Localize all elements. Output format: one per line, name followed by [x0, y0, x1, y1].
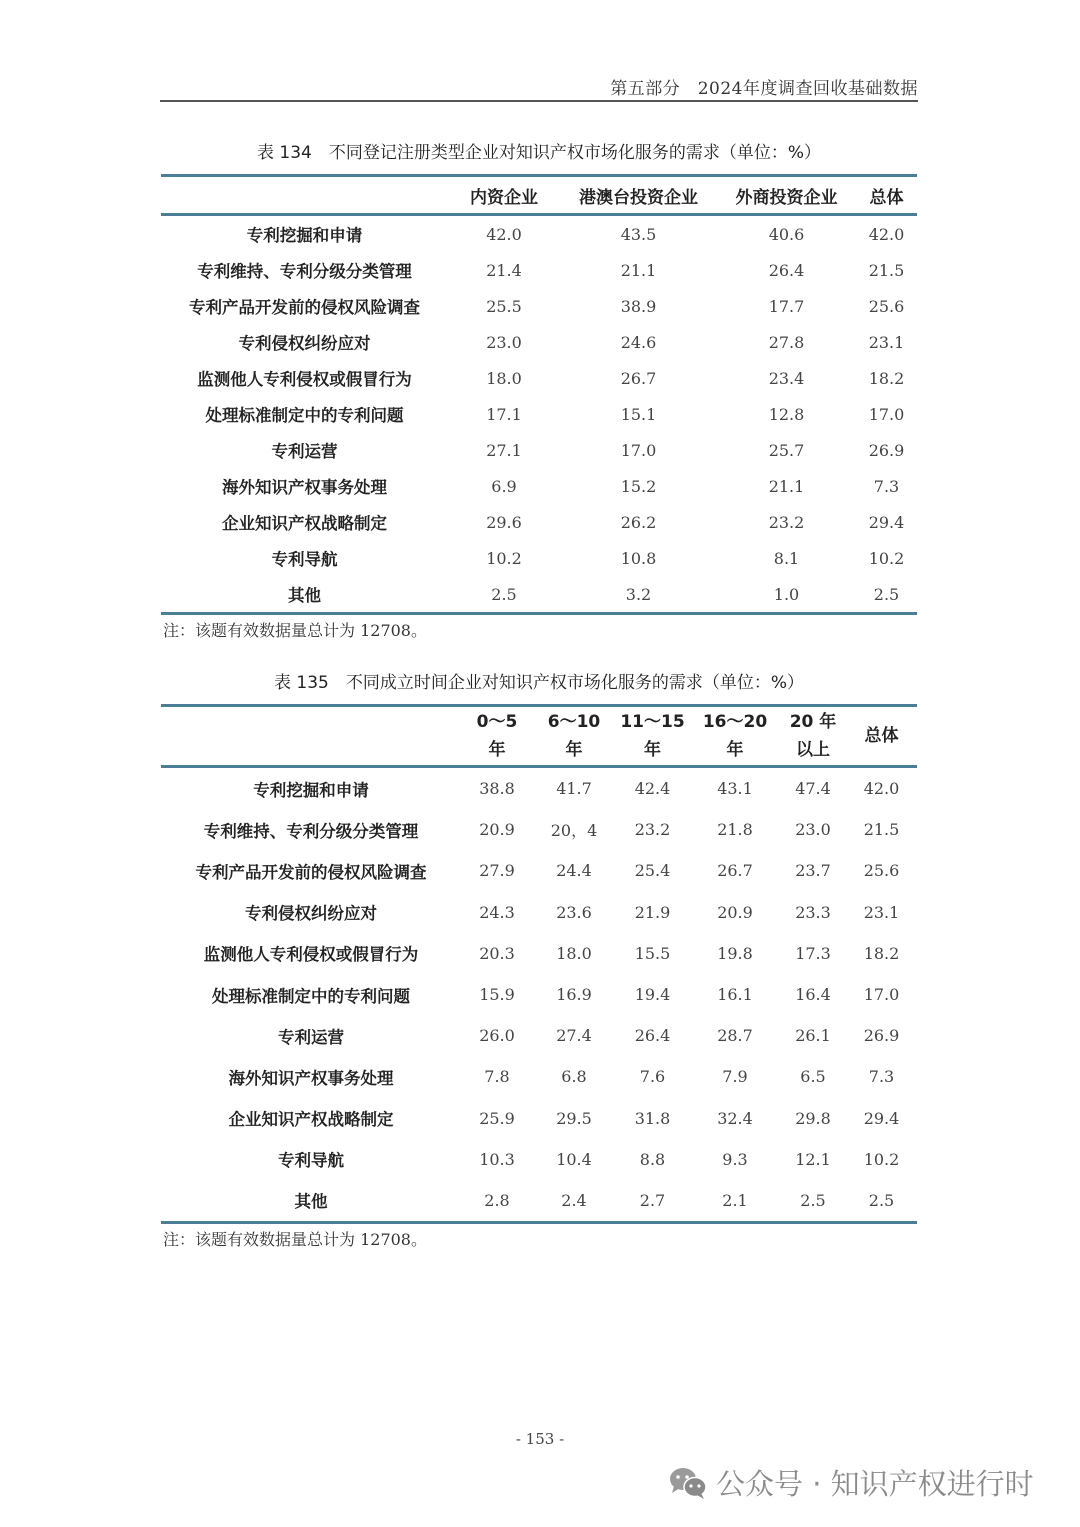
- table-row: [161, 432, 917, 468]
- row-label: 企业知识产权战略制定: [222, 514, 387, 533]
- cell: 23.0: [486, 332, 522, 352]
- table-row: [161, 892, 917, 933]
- column-header-6-10-years: 6～10 年: [547, 712, 601, 760]
- column-header: [161, 176, 448, 215]
- cell: 21.4: [486, 260, 522, 280]
- cell: 42.4: [634, 779, 671, 799]
- row-label: 专利产品开发前的侵权风险调查: [189, 298, 420, 317]
- table-row: [161, 540, 917, 576]
- cell: 3.2: [625, 584, 652, 604]
- cell: 20，4: [550, 821, 598, 841]
- row-label: 处理标准制定中的专利问题: [212, 986, 410, 1006]
- cell: 42.0: [863, 779, 900, 799]
- cell: 18.2: [863, 943, 900, 963]
- cell: 2.5: [868, 1190, 895, 1210]
- column-header-total: 总体: [864, 726, 899, 746]
- cell: 32.4: [717, 1108, 753, 1128]
- table-row: [161, 576, 917, 614]
- table-header-row: [161, 706, 917, 767]
- table-row: [161, 504, 917, 540]
- cell: 20.3: [479, 943, 515, 963]
- cell: 27.1: [486, 440, 522, 460]
- table-row: [161, 809, 917, 850]
- table-row: [161, 396, 917, 432]
- cell: 26.4: [634, 1026, 671, 1046]
- cell: 21.1: [768, 476, 805, 496]
- cell: 17.7: [768, 296, 805, 316]
- cell: 2.5: [800, 1190, 826, 1210]
- cell: 8.8: [639, 1149, 666, 1169]
- row-label: 海外知识产权事务处理: [222, 478, 387, 497]
- cell: 17.3: [795, 943, 831, 963]
- cell: 29.4: [868, 512, 905, 532]
- cell: 10.2: [486, 548, 522, 568]
- cell: 12.8: [768, 404, 805, 424]
- column-header: 港澳台投资企业: [579, 187, 698, 208]
- header-divider: [160, 100, 918, 102]
- cell: 17.1: [486, 404, 522, 424]
- cell: 2.8: [484, 1190, 510, 1210]
- watermark-text: 公众号 · 知识产权进行时: [716, 1467, 1034, 1501]
- cell: 16.9: [556, 985, 592, 1005]
- cell: 29.8: [795, 1108, 831, 1128]
- cell: 26.4: [768, 260, 805, 280]
- cell: 23.2: [768, 512, 805, 532]
- table-135-caption: 表 135 不同成立时间企业对知识产权市场化服务的需求（单位：%）: [273, 673, 804, 693]
- cell: 24.4: [556, 861, 592, 881]
- table-row: [161, 288, 917, 324]
- cell: 20.9: [479, 820, 515, 840]
- cell: 21.1: [620, 260, 657, 280]
- cell: 10.4: [556, 1149, 592, 1169]
- cell: 27.8: [768, 332, 805, 352]
- column-header-11-15-years: 11～15 年: [620, 712, 685, 760]
- table-row: [161, 974, 917, 1015]
- cell: 23.7: [795, 861, 831, 881]
- cell: 18.0: [486, 368, 522, 388]
- table-row: [161, 215, 917, 253]
- row-label: 其他: [294, 1192, 328, 1212]
- cell: 2.4: [561, 1190, 587, 1210]
- column-header: [161, 706, 461, 767]
- cell: 16.4: [795, 985, 831, 1005]
- column-header: 外商投资企业: [735, 187, 838, 208]
- table-row: [161, 1015, 917, 1056]
- cell: 8.1: [773, 548, 800, 568]
- cell: 1.0: [773, 584, 800, 604]
- cell: 7.3: [873, 476, 900, 496]
- cell: 6.5: [800, 1067, 826, 1087]
- cell: 10.2: [868, 548, 905, 568]
- table-row: [161, 252, 917, 288]
- column-header-16-20-years: 16～20 年: [702, 712, 768, 760]
- cell: 25.6: [868, 296, 905, 316]
- row-label: 海外知识产权事务处理: [228, 1068, 394, 1088]
- cell: 7.3: [868, 1067, 895, 1087]
- cell: 41.7: [556, 779, 592, 799]
- running-header: 第五部分 2024年度调查回收基础数据: [610, 79, 918, 99]
- cell: 23.4: [768, 368, 805, 388]
- cell: 25.7: [768, 440, 805, 460]
- table-134-note: 注：该题有效数据量总计为 12708。: [163, 621, 427, 640]
- table-row: [161, 1098, 917, 1139]
- cell: 27.9: [479, 861, 515, 881]
- cell: 40.6: [768, 224, 805, 244]
- cell: 2.7: [639, 1190, 666, 1210]
- cell: 23.6: [556, 902, 592, 922]
- cell: 29.4: [863, 1108, 900, 1128]
- row-label: 专利侵权纠纷应对: [245, 904, 377, 924]
- row-label: 处理标准制定中的专利问题: [205, 406, 404, 425]
- column-header-0-5-years: 0～5 年: [476, 712, 518, 760]
- cell: 9.3: [722, 1149, 748, 1169]
- cell: 23.1: [868, 332, 905, 352]
- table-row: [161, 360, 917, 396]
- row-label: 监测他人专利侵权或假冒行为: [197, 370, 412, 389]
- cell: 10.2: [863, 1149, 900, 1169]
- cell: 16.1: [717, 985, 753, 1005]
- cell: 42.0: [868, 224, 905, 244]
- row-label: 企业知识产权战略制定: [228, 1110, 394, 1130]
- column-header: 总体: [869, 187, 904, 208]
- cell: 23.0: [795, 820, 831, 840]
- cell: 25.9: [479, 1108, 515, 1128]
- cell: 20.9: [717, 902, 753, 922]
- cell: 2.1: [722, 1190, 748, 1210]
- cell: 7.6: [639, 1067, 666, 1087]
- table-header-row: [161, 176, 917, 215]
- cell: 25.4: [634, 861, 671, 881]
- cell: 19.4: [634, 985, 671, 1005]
- cell: 24.6: [620, 332, 657, 352]
- cell: 10.3: [479, 1149, 515, 1169]
- cell: 26.1: [795, 1026, 831, 1046]
- cell: 23.2: [634, 820, 671, 840]
- row-label: 专利导航: [278, 1151, 344, 1171]
- wechat-icon: [668, 1466, 708, 1500]
- cell: 31.8: [634, 1108, 671, 1128]
- row-label: 专利导航: [271, 550, 338, 569]
- table-135-note: 注：该题有效数据量总计为 12708。: [163, 1230, 427, 1249]
- row-label: 专利维持、专利分级分类管理: [203, 821, 419, 841]
- cell: 18.0: [556, 943, 592, 963]
- table-row: [161, 1056, 917, 1097]
- cell: 7.8: [484, 1067, 510, 1087]
- cell: 2.5: [873, 584, 900, 604]
- table-row: [161, 850, 917, 891]
- cell: 43.5: [620, 224, 657, 244]
- cell: 25.6: [863, 861, 900, 881]
- table-row: [161, 1180, 917, 1223]
- column-header-20-plus-years: 20 年 以上: [789, 712, 837, 760]
- cell: 15.9: [479, 985, 515, 1005]
- watermark: [668, 1462, 1034, 1503]
- table-134: [161, 174, 917, 615]
- table-row: [161, 324, 917, 360]
- cell: 38.8: [479, 779, 515, 799]
- row-label: 专利侵权纠纷应对: [238, 334, 371, 353]
- cell: 12.1: [795, 1149, 831, 1169]
- row-label: 专利维持、专利分级分类管理: [197, 262, 412, 281]
- cell: 21.9: [634, 902, 671, 922]
- table-row: [161, 1139, 917, 1180]
- cell: 29.6: [486, 512, 522, 532]
- column-header: 内资企业: [470, 187, 538, 208]
- table-135: [161, 704, 917, 1224]
- cell: 43.1: [717, 779, 753, 799]
- cell: 6.8: [561, 1067, 587, 1087]
- table-row: [161, 468, 917, 504]
- cell: 15.1: [620, 404, 657, 424]
- row-label: 专利运营: [271, 442, 338, 461]
- cell: 21.8: [717, 820, 753, 840]
- cell: 18.2: [868, 368, 905, 388]
- cell: 15.5: [634, 943, 671, 963]
- table-row: [161, 933, 917, 974]
- cell: 26.7: [620, 368, 657, 388]
- page-number: - 153 -: [515, 1430, 565, 1448]
- cell: 15.2: [620, 476, 657, 496]
- cell: 42.0: [486, 224, 522, 244]
- cell: 26.9: [863, 1026, 900, 1046]
- cell: 10.8: [620, 548, 657, 568]
- table-134-caption: 表 134 不同登记注册类型企业对知识产权市场化服务的需求（单位：%）: [256, 143, 821, 163]
- row-label: 专利挖掘和申请: [253, 780, 369, 800]
- cell: 26.2: [620, 512, 657, 532]
- cell: 17.0: [620, 440, 657, 460]
- cell: 38.9: [620, 296, 657, 316]
- table-row: [161, 767, 917, 810]
- cell: 26.9: [868, 440, 905, 460]
- row-label: 监测他人专利侵权或假冒行为: [203, 945, 419, 965]
- cell: 25.5: [486, 296, 522, 316]
- cell: 2.5: [491, 584, 517, 604]
- cell: 7.9: [722, 1067, 748, 1087]
- cell: 26.0: [479, 1026, 515, 1046]
- cell: 47.4: [795, 779, 831, 799]
- cell: 27.4: [556, 1026, 592, 1046]
- cell: 21.5: [868, 260, 905, 280]
- row-label: 其他: [288, 586, 321, 605]
- cell: 23.1: [863, 902, 900, 922]
- cell: 21.5: [863, 820, 900, 840]
- row-label: 专利运营: [278, 1027, 344, 1047]
- row-label: 专利产品开发前的侵权风险调查: [195, 862, 427, 882]
- cell: 17.0: [863, 985, 900, 1005]
- cell: 6.9: [491, 476, 517, 496]
- row-label: 专利挖掘和申请: [246, 226, 363, 245]
- cell: 17.0: [868, 404, 905, 424]
- cell: 19.8: [717, 943, 753, 963]
- cell: 24.3: [479, 902, 515, 922]
- cell: 29.5: [556, 1108, 592, 1128]
- cell: 26.7: [717, 861, 753, 881]
- cell: 23.3: [795, 902, 831, 922]
- cell: 28.7: [717, 1026, 753, 1046]
